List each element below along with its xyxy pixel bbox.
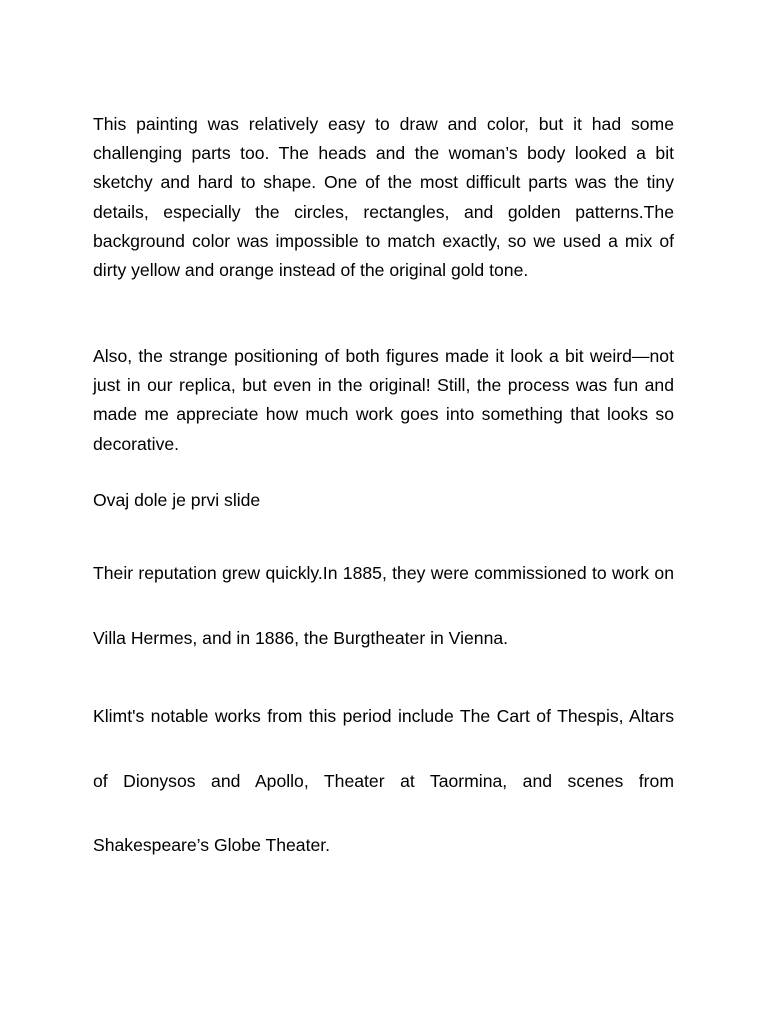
paragraph-slide-note: Ovaj dole je prvi slide (93, 490, 261, 510)
paragraph-notable-works: Klimt's notable works from this period include The Cart of Thespis, Altars of Dionysos and Apollo, Theater at Taormina, and scenes from Shakespeare’s Globe Theater. (93, 706, 674, 855)
paragraph-figure-positioning: Also, the strange positioning of both figures made it look a bit weird—not just in our replica, but even in the original! Still, the process was fun and made me appreciate how much work goes into something that looks so decorative. (93, 346, 674, 454)
paragraph-reputation: Their reputation grew quickly.In 1885, they were commissioned to work on Villa Hermes, and in 1886, the Burgtheater in Vienna. (93, 563, 674, 648)
paragraph-painting-difficulty: This painting was relatively easy to draw and color, but it had some challenging parts too. The heads and the woman’s body looked a bit sketchy and hard to shape. One of the most difficult parts was the tiny details, especially the circles, rectangles, and golden patterns.The background color was impossible to match exactly, so we used a mix of dirty yellow and orange instead of the original gold tone. (93, 114, 674, 281)
